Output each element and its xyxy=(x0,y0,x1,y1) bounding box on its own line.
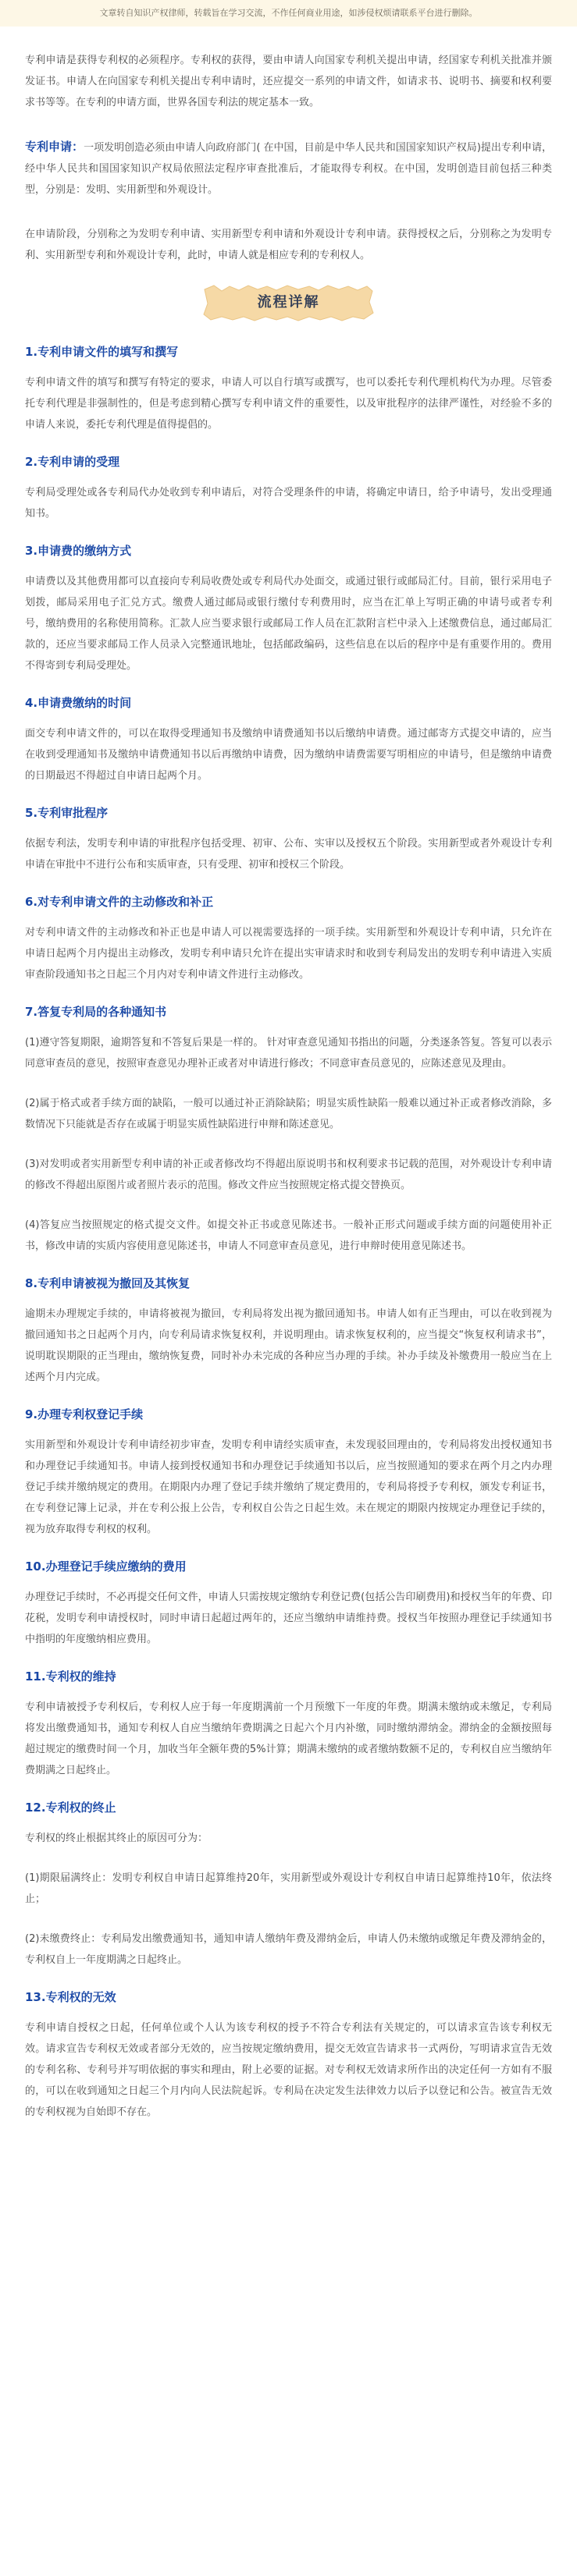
section-paragraph: 依据专利法，发明专利申请的审批程序包括受理、初审、公布、实审以及授权五个阶段。实用新型或者外观设计专利申请在审批中不进行公布和实质审查，只有受理、初审和授权三个阶段。 xyxy=(25,838,552,871)
section xyxy=(25,1274,552,1388)
section xyxy=(25,452,552,524)
section-banner xyxy=(201,282,376,324)
section-paragraph: 专利申请文件的填写和撰写有特定的要求，申请人可以自行填写或撰写，也可以委托专利代理机构代为办理。尽管委托专利代理是非强制性的，但是考虑到精心撰写专利申请文件的重要性，以及审批程序的法律严谨性，对经验不多的申请人来说，委托专利代理是值得提倡的。 xyxy=(25,377,552,431)
section-paragraph: 面交专利申请文件的，可以在取得受理通知书及缴纳申请费通知书以后缴纳申请费。通过邮寄方式提交申请的，应当在收到受理通知书及缴纳申请费通知书以后再缴纳申请费，因为缴纳申请费需要写明相应的申请号，但是缴纳申请费的日期最迟不得超过自申请日起两个月。 xyxy=(25,728,552,782)
section-paragraph: 申请费以及其他费用都可以直接向专利局收费处或专利局代办处面交，或通过银行或邮局汇付。目前，银行采用电子划拨，邮局采用电子汇兑方式。缴费人通过邮局或银行缴付专利费用时，应当在汇单上写明正确的申请号或者专利号，缴纳费用的名称使用简称。汇款人应当要求银行或邮局工作人员在汇款附言栏中录入上述缴费信息，通过邮局汇款的，还应当要求邮局工作人员录入完整通讯地址，包括邮政编码，这些信息在以后的程序中是有重要作用的。费用不得寄到专利局受理处。 xyxy=(25,576,552,672)
definition-paragraph xyxy=(25,137,552,200)
section xyxy=(25,1988,552,2123)
section-paragraph: (2)未缴费终止：专利局发出缴费通知书，通知申请人缴纳年费及滞纳金后，申请人仍未缴纳或缴足年费及滞纳金的，专利权自上一年度期满之日起终止。 xyxy=(25,1933,552,1966)
section-title: 1.专利申请文件的填写和撰写 xyxy=(25,345,179,359)
section-title: 5.专利审批程序 xyxy=(25,806,109,820)
repost-notice: 文章转自知识产权律师，转载旨在学习交流，不作任何商业用途，如涉侵权烦请联系平台进行删除。 xyxy=(0,0,577,27)
section-title: 2.专利申请的受理 xyxy=(25,455,120,469)
section-paragraph: 对专利申请文件的主动修改和补正也是申请人可以视需要选择的一项手续。实用新型和外观设计专利申请，只允许在申请日起两个月内提出主动修改，发明专利申请只允许在提出实审请求时和收到专利局发出的发明专利申请进入实质审查阶段通知书之日起三个月内对专利申请文件进行主动修改。 xyxy=(25,927,552,981)
section xyxy=(25,1667,552,1781)
stage-paragraph: 在申请阶段，分别称之为发明专利申请、实用新型专利申请和外观设计专利申请。获得授权之后，分别称之为发明专利、实用新型专利和外观设计专利，此时，申请人就是相应专利的专利权人。 xyxy=(25,229,552,261)
section xyxy=(25,892,552,985)
section-title: 8.专利申请被视为撤回及其恢复 xyxy=(25,1276,191,1290)
section-paragraph: 专利权的终止根据其终止的原因可分为： xyxy=(25,1833,208,1844)
section-title: 10.办理登记手续应缴纳的费用 xyxy=(25,1559,187,1574)
article-body xyxy=(0,50,577,2123)
section-paragraph: (1)遵守答复期限，逾期答复和不答复后果是一样的。 针对审查意见通知书指出的问题，分类逐条答复。答复可以表示同意审查员的意见，按照审查意见办理补正或者对申请进行修改；不同意审查员意见的，应陈述意见及理由。 xyxy=(25,1037,552,1070)
section-paragraph: 实用新型和外观设计专利申请经初步审查，发明专利申请经实质审查，未发现驳回理由的，专利局将发出授权通知书和办理登记手续通知书。申请人接到授权通知书和办理登记手续通知书以后，应当按照通知的要求在两个月之内办理登记手续并缴纳规定的费用。在期限内办理了登记手续并缴纳了规定费用的，专利局将授予专利权，颁发专利证书，在专利登记簿上记录，并在专利公报上公告，专利权自公告之日起生效。未在规定的期限内按规定办理登记手续的，视为放弃取得专利权的权利。 xyxy=(25,1439,552,1535)
section-paragraph: (2)属于格式或者手续方面的缺陷，一般可以通过补正消除缺陷；明显实质性缺陷一般难以通过补正或者修改消除，多数情况下只能就是否存在或属于明显实质性缺陷进行申辩和陈述意见。 xyxy=(25,1098,552,1130)
section-title: 12.专利权的终止 xyxy=(25,1801,116,1815)
section-title: 7.答复专利局的各种通知书 xyxy=(25,1005,167,1019)
section-paragraph: (1)期限届满终止：发明专利权自申请日起算维持20年，实用新型或外观设计专利权自申请日起算维持10年，依法终止； xyxy=(25,1872,552,1905)
section xyxy=(25,342,552,435)
section-paragraph: 办理登记手续时，不必再提交任何文件，申请人只需按规定缴纳专利登记费(包括公告印刷费用)和授权当年的年费、印花税，发明专利申请授权时，同时申请日起超过两年的，还应当缴纳申请维持费。授权当年按照办理登记手续通知书中指明的年度缴纳相应费用。 xyxy=(25,1591,552,1645)
section-title: 9.办理专利权登记手续 xyxy=(25,1407,144,1421)
section-title: 3.申请费的缴纳方式 xyxy=(25,544,132,558)
section-paragraph: (3)对发明或者实用新型专利申请的补正或者修改均不得超出原说明书和权利要求书记载的范围，对外观设计专利申请的修改不得超出原图片或者照片表示的范围。修改文件应当按照规定格式提交替换页。 xyxy=(25,1158,552,1191)
sections-container xyxy=(25,342,552,2123)
section xyxy=(25,694,552,786)
section xyxy=(25,1405,552,1540)
intro-paragraph: 专利申请是获得专利权的必须程序。专利权的获得，要由申请人向国家专利机关提出申请，经国家专利机关批准并颁发证书。申请人在向国家专利机关提出专利申请时，还应提交一系列的申请文件，如请求书、说明书、摘要和权利要求书等等。在专利的申请方面，世界各国专利法的规定基本一致。 xyxy=(25,55,552,108)
section-title: 13.专利权的无效 xyxy=(25,1990,116,2004)
section-title: 4.申请费缴纳的时间 xyxy=(25,696,132,710)
section xyxy=(25,804,552,875)
section xyxy=(25,541,552,676)
section-paragraph: 逾期未办理规定手续的，申请将被视为撤回，专利局将发出视为撤回通知书。申请人如有正当理由，可以在收到视为撤回通知书之日起两个月内，向专利局请求恢复权利，并说明理由。请求恢复权利的，应当提交“恢复权利请求书”，说明耽误期限的正当理由，缴纳恢复费，同时补办未完成的各种应当办理的手续。补办手续及补缴费用一般应当在上述两个月内完成。 xyxy=(25,1308,552,1383)
section xyxy=(25,1557,552,1650)
banner-title: 流程详解 xyxy=(257,294,320,310)
section-paragraph: 专利局受理处或各专利局代办处收到专利申请后，对符合受理条件的申请，将确定申请日，给予申请号，发出受理通知书。 xyxy=(25,487,552,520)
section-paragraph: 专利申请被授予专利权后，专利权人应于每一年度期满前一个月预缴下一年度的年费。期满未缴纳或未缴足，专利局将发出缴费通知书，通知专利权人自应当缴纳年费期满之日起六个月内补缴，同时缴纳滞纳金。滞纳金的金额按照每超过规定的缴费时间一个月，加收当年全额年费的5%计算；期满未缴纳的或者缴纳数额不足的，专利权自应当缴纳年费期满之日起终止。 xyxy=(25,1701,552,1776)
section xyxy=(25,1002,552,1257)
section xyxy=(25,1798,552,1971)
section-title: 11.专利权的维持 xyxy=(25,1669,116,1684)
definition-term: 专利申请： xyxy=(25,140,84,154)
section-title: 6.对专利申请文件的主动修改和补正 xyxy=(25,895,214,909)
section-paragraph: 专利申请自授权之日起，任何单位或个人认为该专利权的授予不符合专利法有关规定的，可以请求宣告该专利权无效。请求宣告专利权无效或者部分无效的，应当按规定缴纳费用，提交无效宣告请求书一式两份，写明请求宣告无效的专利名称、专利号并写明依据的事实和理由，附上必要的证据。对专利权无效请求所作出的决定任何一方如有不服的，可以在收到通知之日起三个月内向人民法院起诉。专利局在决定发生法律效力以后予以登记和公告。被宣告无效的专利权视为自始即不存在。 xyxy=(25,2022,552,2118)
section-paragraph: (4)答复应当按照规定的格式提交文件。如提交补正书或意见陈述书。一般补正形式问题或手续方面的问题使用补正书，修改申请的实质内容使用意见陈述书，申请人不同意审查员意见，进行申辩时使用意见陈述书。 xyxy=(25,1219,552,1252)
definition-text: 一项发明创造必须由申请人向政府部门( 在中国，目前是中华人民共和国国家知识产权局)提出专利申请，经中华人民共和国国家知识产权局依照法定程序审查批准后，才能取得专利权。在中国，发明创造目前包括三种类型，分别是：发明、实用新型和外观设计。 xyxy=(25,142,552,196)
